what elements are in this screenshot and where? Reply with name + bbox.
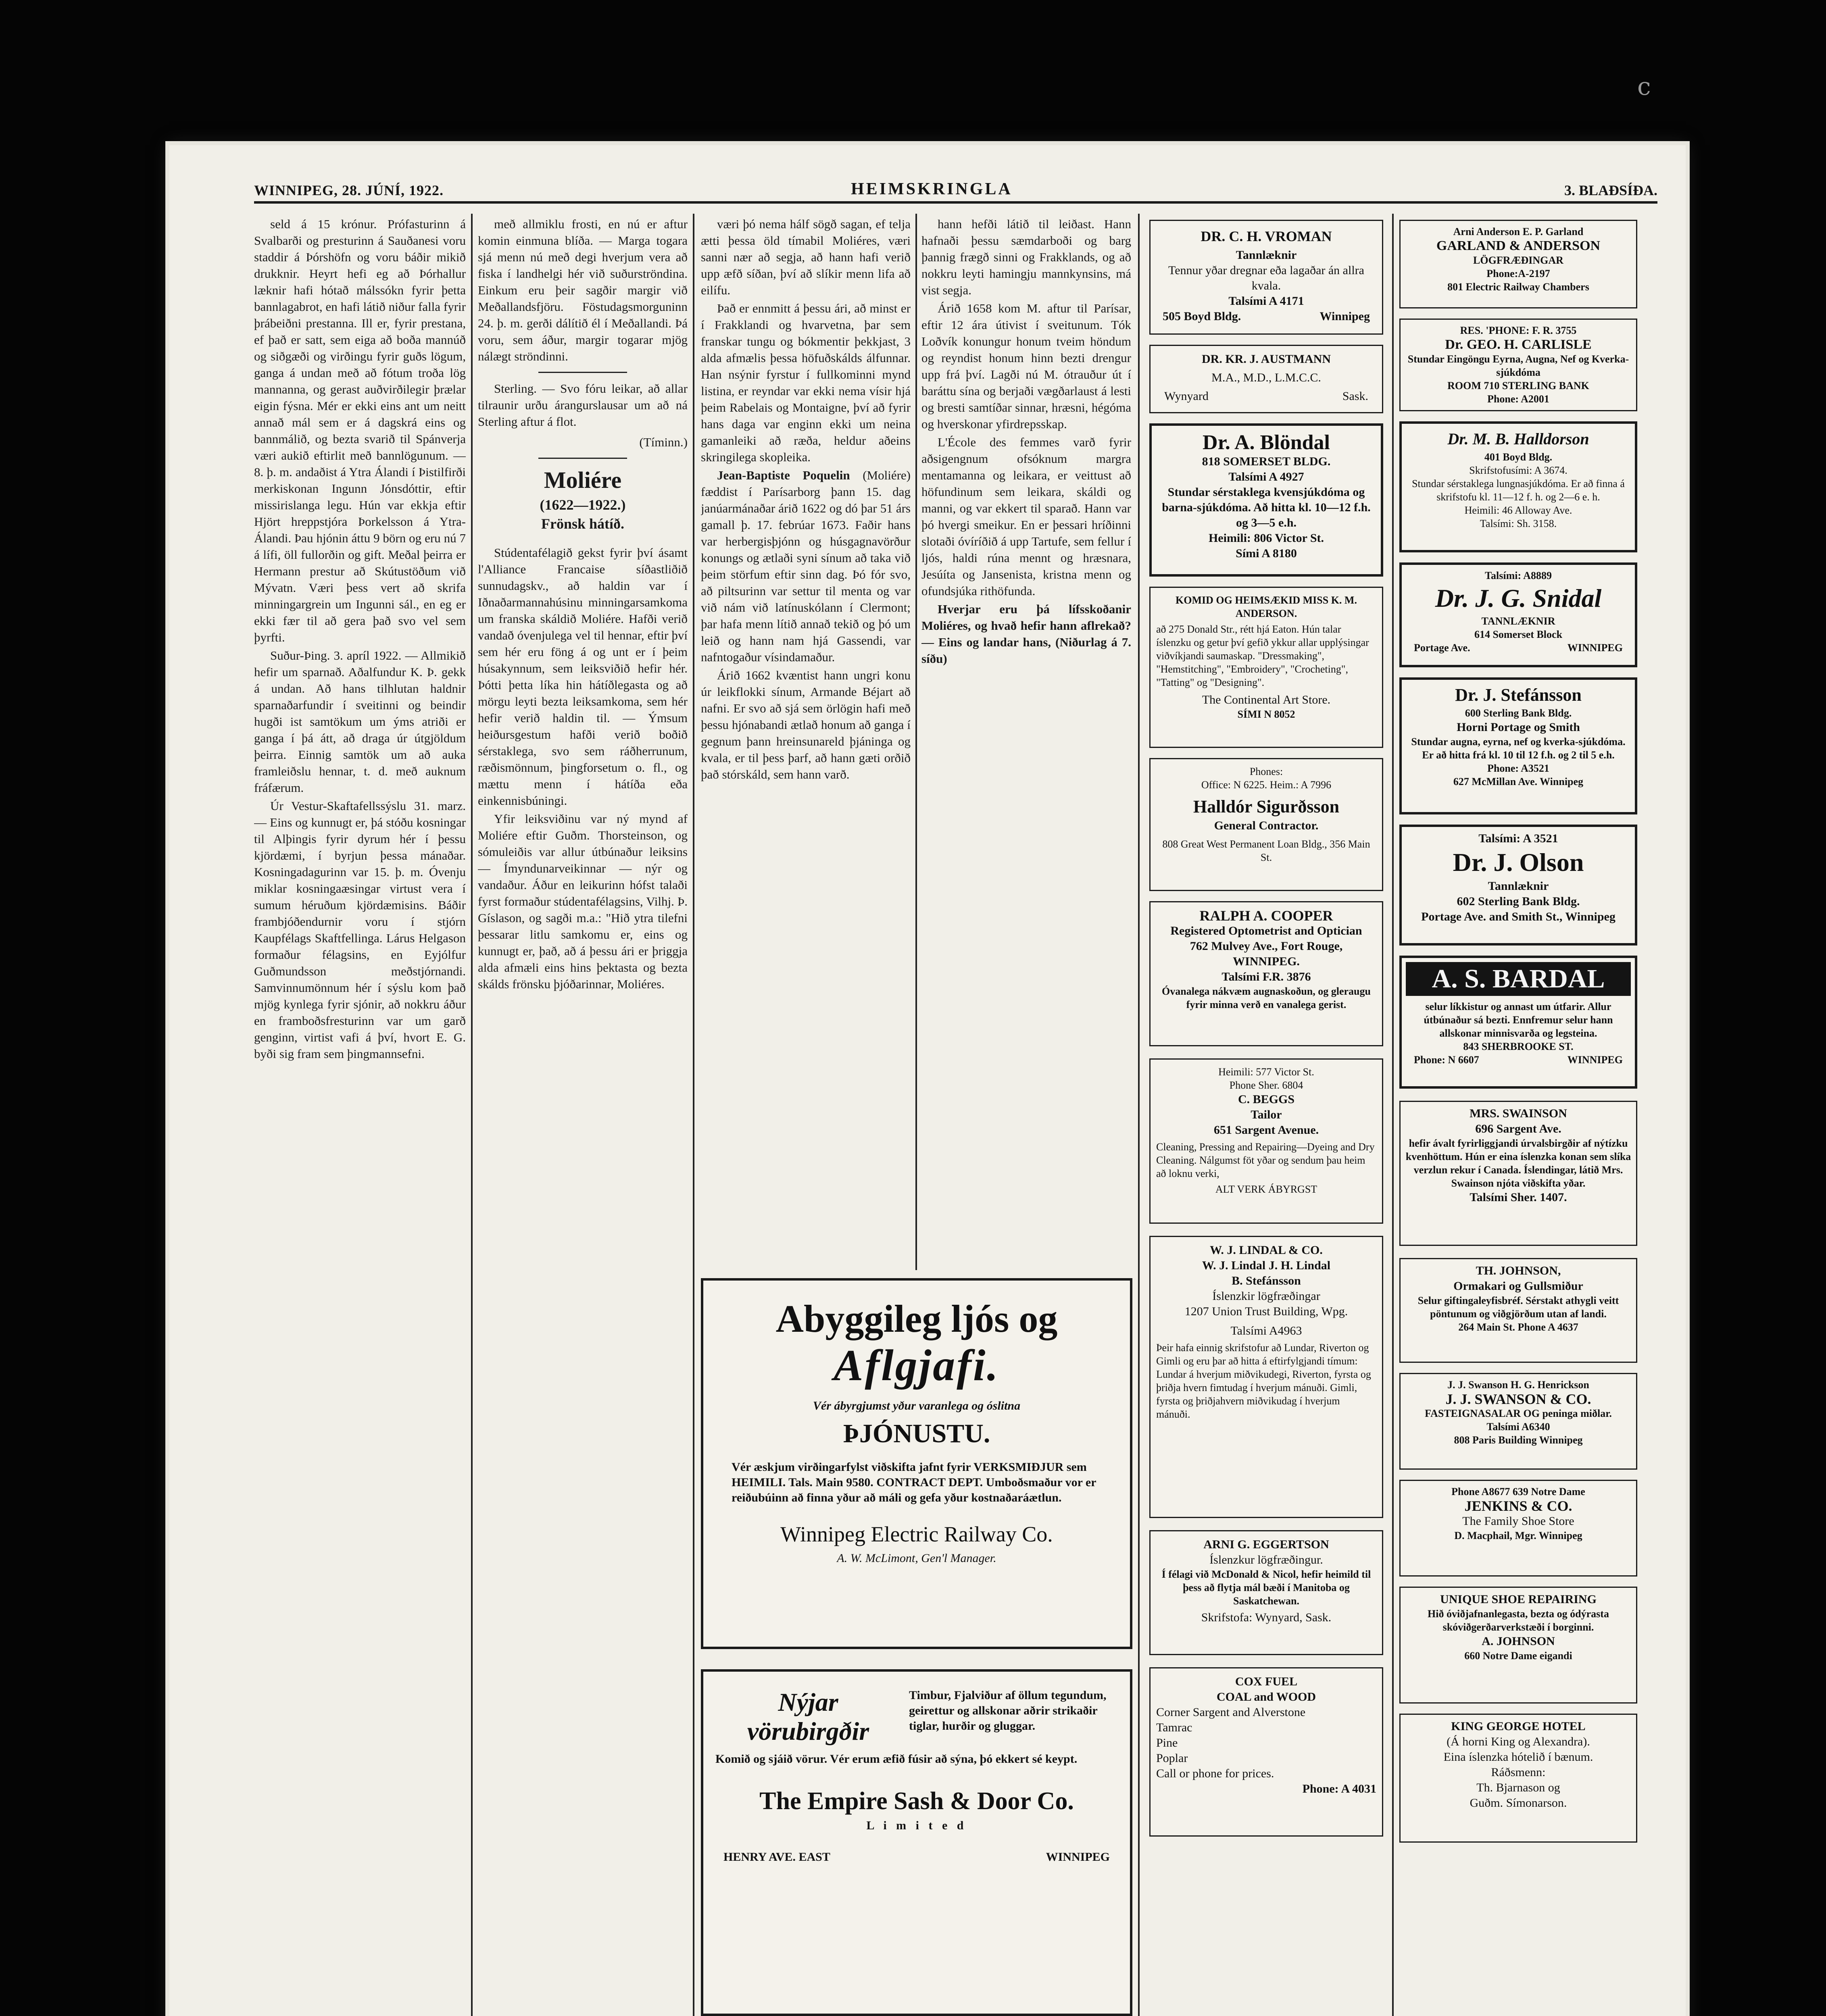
ad-phone: Phone Sher. 6804 (1229, 1079, 1303, 1091)
ad-text: Call or phone for prices. (1156, 1767, 1274, 1780)
ad-olson (1399, 825, 1637, 946)
ad-carlisle (1399, 319, 1637, 411)
ad-address: 1207 Union Trust Building, Wpg. (1184, 1305, 1348, 1318)
ad-city: WINNIPEG (1046, 1850, 1110, 1864)
ad-winnipeg-electric (701, 1278, 1132, 1649)
article-subheadline: (1622—1922.) (540, 497, 626, 513)
ad-title: MRS. SWAINSON (1470, 1107, 1567, 1120)
page-masthead (254, 179, 1657, 204)
ad-title: JENKINS & CO. (1464, 1498, 1572, 1514)
article-paragraph: seld á 15 krónur. Prófasturinn á Svalbarði og presturinn á Sauðanesi voru staddir á Þórshöfn og voru báðir mikið drukknir. Heyrt hefi eg að Þórhallur læknir hafi hótað málssókn fyrir þetta bannlagabrot, en hafi látið niður falla fyrir þrábeiðni prestanna. Ill er, fyrir prestana, ef það er satt, sem eiga að boða mannúð og siðgæði og virðingu fyrir guðs lögum, ganga á undan með að fótum troða lög mannanna, og gerast auðvirðilegir þrælar eigin fýsna. Mér er ekki eins ant um neitt annað mál sem er á dagskrá eins og bannmálið, og bezta svarið til Spánverja væri aukið eftirlit með bannlögunum. — 8. þ. m. andaðist á Ytra Álandi í Þistilfirði merkiskonan Ingunn Jónsdóttir, eftir missirislanga legu. Hún var ekkja eftir Hjört hreppstjóra Þorkelsson á Ytra-Álandi. Þau hjónin áttu 9 börn og eru nú 7 á lífi, öll fullorðin og gift. Meðal þeirra er Hermann prestur að Skútustöðum við Mývatn. Væri þess vert að skrifa minningargrein um Ingunni sál., en eg er ekki fær til að gera það svo vel sem þyrfti. (254, 217, 466, 644)
ad-text: að 275 Donald Str., rétt hjá Eaton. Hún talar íslenzku og getur því gefið ykkur allar upplýsingar viðvíkjandi saumaskap. "Dressmaking", "Hemstitching", "Embroidery", "Crocheting", "Tatting" og "Designing". (1156, 623, 1369, 688)
ad-address: 651 Sargent Avenue. (1213, 1123, 1319, 1137)
ad-address: 801 Electric Railway Chambers (1447, 281, 1589, 293)
ad-home: Heimili: 806 Victor St. (1208, 531, 1324, 545)
article-source: (Tíminn.) (639, 435, 688, 449)
ad-lindal (1149, 1236, 1383, 1518)
article-paragraph: Árið 1658 kom M. aftur til Parísar, eftir 12 ára útivist í sveitunum. Tók Loðvík konungur honum tveim höndum og reyndist honum hinn bezti drengur upp frá því. Lagði nú M. ótrauður út í baráttu sína og berjaði vægðarlaust á lesti og bresti samtíðar sinnar, hræsni, hégóma og hverskonar yfirdrepsskap. (921, 301, 1131, 431)
ad-text: Í félagi við McDonald & Nicol, hefir heimild til þess að flytja mál bæði í Manitoba og Saskatchewan. (1161, 1568, 1371, 1607)
ad-title: Dr. M. B. Halldorson (1447, 430, 1589, 448)
ad-names: W. J. Lindal J. H. Lindal (1202, 1259, 1331, 1272)
ad-phone: Talsími F.R. 3876 (1222, 970, 1311, 983)
ad-names: J. J. Swanson H. G. Henrickson (1447, 1379, 1589, 1391)
article-paragraph: Sterling. — Svo fóru leikar, að allar tilraunir urðu árangurslausar um að ná Sterling aftur á flot. (478, 381, 688, 429)
ad-sub: (Á horni King og Alexandra). (1447, 1735, 1590, 1748)
article-paragraph: Úr Vestur-Skaftafellssýslu 31. marz. — Eins og kunnugt er, þá stóðu kosningar til Alþingis fyrir dyrum hér í þessu kjördæmi, í byrjun þessa mánaðar. Kosningadagurinn var 15. þ. m. Óvenju miklar kosningaæsingar virtust vera í sumum héruðum kjördæmisins. Báðir frambjóðendurnir voru í stjórn Kaupfélags Skaftfellinga. Lárus Helgason formaður félagsins, en Eyjólfur Guðmundsson meðstjórnandi. Samvinnumönnum hér í sýslu kom það mjög kynlega fyrir sjónir, að nokkru áður en framboðsfresturinn var um garð genginn, virtist vafi á því, hvort E. G. byði sig fram sem þingmannsefni. (254, 799, 466, 1061)
ad-title: Dr. J. G. Snidal (1435, 584, 1602, 612)
ad-phone: Talsími A6340 (1486, 1421, 1550, 1433)
article-paragraph: með allmiklu frosti, en nú er aftur komin einmuna blíða. — Marga togara sjá menn nú með degi hverjum vera að fiska í landhelgi hér við suðurströndina. Einkum eru þeir sagðir margir við Meðallandsfjöru. Föstudagsmorguninn 24. þ. m. gerði dálítið él í Meðallandi. Þá voru, sem áður, margir togarar mjög nálægt ströndinni. (478, 217, 688, 363)
ad-swainson (1399, 1101, 1637, 1246)
ad-footer: ALT VERK ÁBYRGST (1215, 1183, 1317, 1195)
column-3 (701, 216, 911, 1272)
ad-home: 627 McMillan Ave. Winnipeg (1453, 776, 1584, 787)
ad-sub: The Family Shoe Store (1462, 1514, 1574, 1528)
bold-name: Jean-Baptiste Poquelin (717, 468, 850, 482)
article-paragraph: Árið 1662 kvæntist hann ungri konu úr leikflokki sínum, Armande Béjart að nafni. Er svo að sjá sem örlögin hafi með þessu hjónabandi ætlað honum að ganga í gegnum þann hreinsunareld þjáninga og kvala, er til þess þarf, að hann gæti orðið það stórskáld, sem hann varð. (701, 668, 911, 781)
article-headline: Moliére (544, 467, 622, 493)
ad-contact-row (1406, 1053, 1631, 1066)
ad-headline: Abyggileg ljós og (775, 1297, 1058, 1340)
ad-host-name: Th. Bjarnason og (1476, 1781, 1560, 1794)
ad-item: Poplar (1156, 1752, 1188, 1765)
ad-empire-sash (701, 1669, 1132, 2016)
ad-blondal (1149, 423, 1383, 577)
ad-title: Dr. J. Stefánsson (1455, 685, 1582, 705)
ad-unique-shoe (1399, 1587, 1637, 1704)
ad-sub: COAL and WOOD (1216, 1690, 1316, 1704)
ad-home: Heimili: 46 Alloway Ave. (1464, 504, 1572, 516)
ad-address: 505 Boyd Bldg. (1163, 310, 1241, 323)
ad-text: selur líkkistur og annast um útfarir. Allur útbúnaður sá bezti. Ennfremur selur hann allskonar minnisvarða og legsteina. (1424, 1001, 1613, 1039)
article-paragraph: hann hefði látið til leiðast. Hann hafnaði þessu sæmdarboði og barg þannig frægð sinni og Frakklands, og að nokkru leyti hamingju mannkynsins, má vist segja. (921, 217, 1131, 297)
article-paragraph: væri þó nema hálf sögð sagan, ef telja ætti þessa öld tímabil Moliéres, væri sanni nær að segja, að hann hafi verið upp æfð síðan, því að slíkir menn lifa að eilífu. (701, 217, 911, 297)
article-paragraph: Suður-Þing. 3. apríl 1922. — Allmikið hefir um sparnað. Aðalfundur K. Þ. gekk á undan. Að hans tilhlutan haldnir sparnaðarfundir í sveitinni og beindir hugði ist samtökum um ýms atriði er ganga í þá átt, að draga úr útgjöldum þeirra. Einnig samtök um að auka framleiðslu hennar, t. d. með auknum fráfærum. (254, 648, 466, 795)
ad-sub: Tannlæknir (1488, 879, 1549, 893)
ad-title: W. J. LINDAL & CO. (1210, 1243, 1323, 1257)
ad-title: UNIQUE SHOE REPAIRING (1440, 1593, 1597, 1606)
ad-contact: Phone A8677 639 Notre Dame (1451, 1486, 1585, 1497)
ad-store: The Continental Art Store. (1202, 693, 1331, 706)
article-paragraph: Það er ennmitt á þessu ári, að minst er í Frakklandi og hvarvetna, þar sem franskar tungu og bókmentir þekkjast, 3 alda afmælis þessa höfuðskálds álfunnar. Han nsýnir fyrstur í fullkominni mynd listina, er reyndar var ekki nema vísir hjá þeim Rabelais og Montaigne, því að fyrir hans daga var enginn ekki um neina gamanleiki að ræða, heldur aðeins skringilega skopleika. (701, 301, 911, 464)
ad-title: DR. KR. J. AUSTMANN (1201, 352, 1331, 366)
ad-text: Eina íslenzka hótelið í bænum. (1443, 1750, 1593, 1764)
column-rule (693, 214, 694, 2016)
ad-anderson-art (1149, 587, 1383, 748)
ad-phone: Talsími Sher. 1407. (1470, 1191, 1567, 1204)
ad-text: Stundar augna, eyrna, nef og kverka-sjúkdóma. Er að hitta frá kl. 10 til 12 f.h. og 2 til 5 e.h. (1411, 736, 1626, 761)
masthead-title: HEIMSKRINGLA (851, 180, 1013, 198)
ad-city: WINNIPEG (1567, 1054, 1623, 1066)
ad-title: Dr. A. Blöndal (1203, 431, 1330, 454)
ad-phone: Talsími A 4927 (1228, 470, 1304, 483)
ad-title: Halldór Sigurðsson (1193, 797, 1340, 816)
ad-sub: LÖGFRÆÐINGAR (1473, 254, 1563, 266)
ad-city: Portage Ave. and Smith St., Winnipeg (1421, 910, 1615, 923)
ad-address: 614 Somerset Block (1474, 629, 1563, 640)
column-rule (1138, 214, 1140, 2016)
ad-text: Þeir hafa einnig skrifstofur að Lundar, Riverton og Gimli og eru þar að hitta á eftirfylgjandi tímum: Lundar á hverjum miðvikudegi, Riverton, fyrsta og þriðja hvern fimtudag í hverjum mánuði. Gimli, fyrsta og þriðjahvern miðvikudag í hverjum mánuði. (1156, 1342, 1371, 1420)
ad-service: ÞJÓNUSTU. (843, 1419, 990, 1448)
ad-names: Arni Anderson E. P. Garland (1453, 226, 1584, 237)
ad-host-name: Guðm. Símonarson. (1470, 1796, 1567, 1810)
ad-phone: Phone: A 4031 (1302, 1782, 1376, 1795)
paragraph-text: (Moliére) fæddist í Parísarborg þann 15. dag janúarmánaðar árið 1622 og dó þar 51 árs gamall þ. 17. febrúar 1673. Faðir hans var herbergisþjónn og húsgagnavörður konungs og ætlaði syni sínum að taka við þeim störfum eftir sinn dag. Þó fór svo, að piltsurinn var settur til menta og var við nám við latínuskólann í Clermont; þar hafa menn lítið annað tekið og þó um leið og hann nam hjá Gassendi, var nafntogaður vísindamaður. (701, 468, 911, 664)
ad-text: Stundar sérstaklega kvensjúkdóma og barna-sjúkdóma. Að hitta kl. 10—12 f.h. og 3—5 e.h. (1162, 485, 1371, 529)
ad-phone: RES. 'PHONE: F. R. 3755 (1460, 325, 1577, 336)
ad-address: Skrifstofa: Wynyard, Sask. (1201, 1611, 1332, 1624)
ad-text: Hið óviðjafnanlegasta, bezta og ódýrasta skóviðgerðarverkstæði í borginni. (1428, 1608, 1609, 1633)
ad-address-row (1155, 309, 1378, 324)
ad-title: KOMID OG HEIMSÆKID MISS K. M. ANDERSON. (1176, 594, 1357, 619)
ad-stefansson (1399, 677, 1637, 814)
ad-snidal (1399, 562, 1637, 667)
ad-sub: Tannlæknir (1236, 248, 1297, 262)
ad-footer: D. Macphail, Mgr. Winnipeg (1454, 1530, 1582, 1541)
ad-home-phone: Sími A 8180 (1236, 547, 1297, 560)
ad-phone: Talsími: A8889 (1485, 570, 1552, 581)
ad-title: RALPH A. COOPER (1199, 908, 1333, 924)
ad-phone: Phone: N 6607 (1414, 1054, 1479, 1066)
ad-manager: A. W. McLimont, Gen'l Manager. (837, 1552, 996, 1565)
ad-address-row (715, 1849, 1118, 1865)
ad-phones-label: Phones: (1249, 766, 1283, 777)
ad-austmann (1149, 345, 1383, 413)
article-paragraph: Hverjar eru þá lífsskoðanir Moliéres, og hvað hefir hann aflrekað? — Eins og landar hans, (Niðurlag á 7. síðu) (921, 602, 1131, 666)
column-4 (921, 216, 1131, 1272)
ad-eggertson (1149, 1530, 1383, 1655)
ad-address: 401 Boyd Bldg. (1484, 451, 1553, 463)
ad-title: Dr. J. Olson (1453, 848, 1584, 877)
masthead-page: 3. BLAÐSÍÐA. (1564, 182, 1657, 198)
ad-king-george (1399, 1714, 1637, 1843)
ad-street: Portage Ave. (1414, 642, 1470, 654)
ad-address: 696 Sargent Ave. (1475, 1122, 1561, 1135)
ad-top (715, 1688, 1118, 1746)
ad-title: C. BEGGS (1238, 1093, 1295, 1106)
ad-sub: Íslenzkir lögfræðingar (1212, 1289, 1320, 1303)
ad-address-row (1406, 641, 1631, 654)
ad-address: 600 Sterling Bank Bldg. (1465, 707, 1572, 719)
ad-province: Sask. (1342, 389, 1368, 403)
ad-item: Pine (1156, 1736, 1178, 1749)
column-2 (478, 216, 688, 2016)
ad-sub: Ormakari og Gullsmiður (1453, 1279, 1583, 1293)
ad-bardal (1399, 956, 1637, 1089)
ad-headline: Aflgjafi. (834, 1341, 1000, 1390)
ad-address: Corner Sargent and Alverstone (1156, 1706, 1306, 1719)
ad-swanson-co (1399, 1373, 1637, 1470)
ad-title: Dr. GEO. H. CARLISLE (1445, 337, 1592, 352)
ad-cox-fuel (1149, 1667, 1383, 1837)
column-1 (254, 216, 466, 2016)
ad-home-phone: Talsími: Sh. 3158. (1480, 518, 1557, 529)
ad-garland-anderson (1399, 220, 1637, 308)
ad-phone: Skrifstofusími: A 3674. (1469, 464, 1568, 476)
ad-address: 602 Sterling Bank Bldg. (1457, 895, 1580, 908)
article-subheadline: Frönsk hátíð. (541, 516, 625, 532)
ad-phone: Talsími: A 3521 (1478, 832, 1558, 845)
ad-text: Selur giftingaleyfisbréf. Sérstakt athygli veitt pöntunum og viðgjörðum utan af landi. (1417, 1295, 1619, 1320)
ad-title: J. J. SWANSON & CO. (1445, 1391, 1591, 1407)
article-paragraph (701, 467, 911, 665)
ad-title: TH. JOHNSON, (1476, 1264, 1561, 1277)
ad-address: 660 Notre Dame eigandi (1464, 1650, 1572, 1662)
ad-sub: Tailor (1251, 1108, 1282, 1121)
ad-text: Stundar sérstaklega lungnasjúkdóma. Er að finna á skrifstofu kl. 11—12 f. h. og 2—6 e. h. (1412, 478, 1625, 503)
ad-address: 264 Main St. Phone A 4637 (1458, 1321, 1578, 1333)
ad-corner: Horni Portage og Smith (1457, 721, 1580, 734)
ad-sub: FASTEIGNASALAR OG peninga miðlar. (1425, 1408, 1612, 1419)
ad-phone: Phone: A3521 (1487, 762, 1549, 774)
column-rule (471, 214, 473, 2016)
ad-beggs (1149, 1058, 1383, 1224)
ad-title: ARNI G. EGGERTSON (1203, 1538, 1329, 1551)
ad-phone: Office: N 6225. Heim.: A 7996 (1201, 779, 1332, 791)
ad-address: ROOM 710 STERLING BANK (1447, 380, 1589, 392)
ad-cooper (1149, 901, 1383, 1046)
ad-phone: Talsími A 4171 (1228, 294, 1304, 308)
ad-text: Cleaning, Pressing and Repairing—Dyeing and Dry Cleaning. Nálgumst föt yðar og sendum þau heim að loknu verki, (1156, 1141, 1375, 1179)
article-paragraph: Stúdentafélagið gekst fyrir því ásamt l'Alliance Francaise síðastliðið sunnudagskv., að haldin var í Iðnaðarmannahúsinu minningarsamkoma um franska skáldið Moliére. Hafði verið vandað óvenjulega vel til hennar, eftir því sem hér eru föng á og unt er í þeim húsakynnum, sem leiksviðið hefir hér. Þótti þetta líka hin hátíðlegasta og að mörgu leyti bezta leiksamkoma, sem hér hefir verið haldin til. — Ýmsum heiðursgestum hafði verið boðið sérstaklega, svo sem ráðherrunum, ræðismönnum, þingforsetum o. fl., og mættu menn í hátíða eða einkennisbúningi. (478, 546, 688, 808)
ad-headline: Nýjar vörubirgðir (747, 1688, 869, 1745)
separator (538, 372, 627, 373)
ad-phone: Phone:A-2197 (1486, 268, 1550, 279)
ad-sub: M.A., M.D., L.M.C.C. (1211, 371, 1321, 384)
ad-name: B. Stefánsson (1232, 1274, 1301, 1287)
ad-title: COX FUEL (1235, 1675, 1298, 1688)
ad-company: Winnipeg Electric Railway Co. (780, 1522, 1053, 1546)
ad-limited: L i m i t e d (866, 1819, 967, 1832)
ad-title: DR. C. H. VROMAN (1201, 228, 1332, 244)
ad-city: WINNIPEG (1567, 642, 1623, 654)
masthead-date: WINNIPEG, 28. JÚNÍ, 1922. (254, 182, 444, 198)
column-rule (1392, 214, 1394, 2016)
ad-title: GARLAND & ANDERSON (1436, 238, 1601, 253)
ad-address: 818 SOMERSET BLDG. (1202, 455, 1331, 468)
separator (538, 458, 627, 459)
ad-sub: General Contractor. (1214, 819, 1319, 832)
ad-home: Heimili: 577 Victor St. (1218, 1066, 1314, 1078)
ad-text: Óvanalega nákvæm augnaskoðun, og gleraugu fyrir minna verð en vanalega gerist. (1162, 985, 1371, 1010)
ad-sign: A. JOHNSON (1482, 1635, 1555, 1648)
ad-item: Tamrac (1156, 1721, 1192, 1734)
newspaper-page (169, 145, 1686, 2016)
article-paragraph: L'École des femmes varð fyrir aðsigengnum ofsóknum margra mentamanna og leikara, er veittust að höfundinum sem leikara, skáldi og manni, og var ekkert til sparað. Hann var þó hvergi smeikur. En er þessari hríðinni slotaði óvíríðið á upp Tartufe, sem fellur í ljós, haldi rúna mennt og hræsnara, Jesúíta og Jansenista, kristna menn og ofundsjúka rithöfunda. (921, 435, 1131, 598)
film-edge-mark: c (1637, 73, 1651, 101)
ad-sub: TANNLÆKNIR (1481, 615, 1555, 627)
ad-vroman (1149, 220, 1383, 335)
ad-phone: Phone: A2001 (1487, 393, 1549, 405)
ad-sub: Íslenzkur lögfræðingur. (1209, 1553, 1323, 1566)
ad-address: 808 Great West Permanent Loan Bldg., 356 Main St. (1162, 838, 1370, 863)
ad-text: Vér ábyrgjumst yður varanlega og óslitna (813, 1399, 1021, 1412)
ad-text: Stundar Eingöngu Eyrna, Augna, Nef og Kverka-sjúkdóma (1407, 353, 1629, 378)
ad-city: Winnipeg (1319, 310, 1370, 323)
ad-address-row (1156, 389, 1376, 404)
article-paragraph: Yfir leiksviðinu var ný mynd af Moliére eftir Guðm. Thorsteinson, og sómuleiðis var allur útbúnaður leiksins — Ímyndunarveikinnar — nýr og vandaður. Áður en leikurinn hófst talaði fyrst formaður stúdentafélagsins, Vilhj. Þ. Gíslason, og sagði m.a.: "Hið ytra tilefni þessarar litlu samkomu er, eins og kunnugt er, það, að á þessu ári er þriggja alda afmæli eins hins þektasta og bezta skálds frönsku þjóðarinnar, Moliéres. (478, 812, 688, 991)
ad-text: hefir ávalt fyrirliggjandi úrvalsbirgðir af nýtízku kvenhöttum. Hún er eina íslenzka konan sem slíka verzlun rekur í Canada. Íslendingar, látið Mrs. Swainson njóta viðskifta yðar. (1405, 1137, 1631, 1189)
ad-company: The Empire Sash & Door Co. (759, 1787, 1074, 1815)
ad-address: 843 SHERBROOKE ST. (1463, 1041, 1574, 1052)
ad-text: Tennur yðar dregnar eða lagaðar án allra kvala. (1168, 264, 1364, 292)
column-rule (915, 214, 917, 1270)
ad-sigurdsson (1149, 758, 1383, 891)
ad-text: Vér æskjum virðingarfylst viðskifta jafnt fyrir VERKSMIÐJUR sem HEIMILI. Tals. Main 9580. CONTRACT DEPT. Umboðsmaður vor er reiðubúinn að finna yður að máli og gefa yður kostnaðaráætlun. (732, 1460, 1096, 1504)
ad-johnson-watchmaker (1399, 1258, 1637, 1363)
ad-hosts-label: Ráðsmenn: (1491, 1766, 1546, 1779)
ad-halldorson (1399, 421, 1637, 552)
ad-title: A. S. BARDAL (1406, 962, 1631, 996)
ad-jenkins (1399, 1480, 1637, 1577)
ad-text: Timbur, Fjalviður af öllum tegundum, geirettur og allskonar aðrir strikaðir tiglar, hurðir og gluggar. (909, 1689, 1107, 1733)
ad-address: HENRY AVE. EAST (723, 1850, 830, 1864)
ad-title: KING GEORGE HOTEL (1451, 1720, 1586, 1733)
ad-phone: Talsími A4963 (1230, 1324, 1302, 1337)
ad-text: Komið og sjáið vörur. Vér erum æfið fúsir að sýna, þó ekkert sé keypt. (715, 1752, 1078, 1766)
ad-city: Wynyard (1164, 389, 1209, 403)
ad-address: 762 Mulvey Ave., Fort Rouge, WINNIPEG. (1190, 939, 1343, 968)
ad-address: 808 Paris Building Winnipeg (1454, 1434, 1583, 1446)
ad-phone: SÍMI N 8052 (1237, 708, 1295, 720)
ad-sub: Registered Optometrist and Optician (1170, 924, 1362, 937)
